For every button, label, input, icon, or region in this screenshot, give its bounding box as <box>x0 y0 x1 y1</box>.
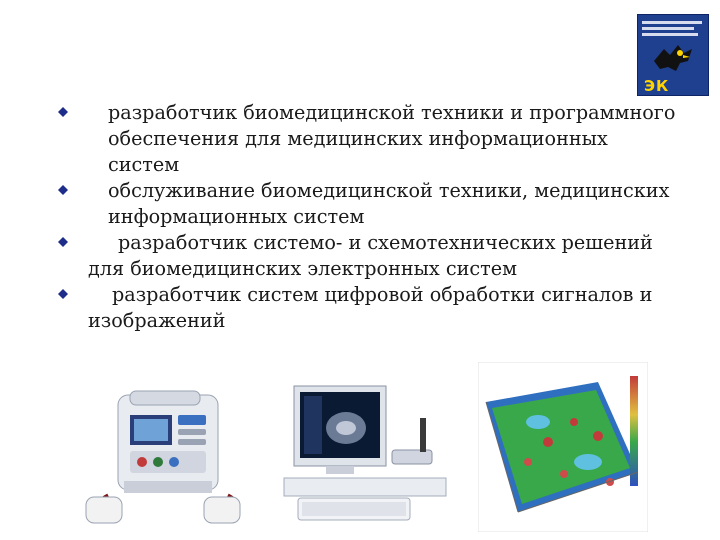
list-item <box>58 230 688 282</box>
bullet-text: обслуживание биомедицинской техники, медицинских <box>108 179 670 202</box>
bullet-text: обеспечения для медицинских информационных <box>108 127 608 150</box>
list-item <box>58 282 688 334</box>
crow-icon <box>650 41 696 75</box>
bullet-text: разработчик системо- и схемотехнических решений <box>118 231 653 254</box>
logo-stripe <box>642 33 698 36</box>
diamond-bullet-icon <box>58 107 68 117</box>
logo-stripe <box>642 21 702 24</box>
bullet-text: систем <box>108 153 180 176</box>
bullet-text: разработчик биомедицинской техники и программного <box>108 101 676 124</box>
defibrillator-image <box>78 385 248 530</box>
diamond-bullet-icon <box>58 237 68 247</box>
bullet-text: изображений <box>88 309 226 332</box>
bullet-text: для биомедицинских электронных систем <box>88 257 518 280</box>
diamond-bullet-icon <box>58 289 68 299</box>
list-item <box>58 178 688 230</box>
bullet-text: разработчик систем цифровой обработки сигналов и <box>112 283 653 306</box>
bullet-text: информационных систем <box>108 205 365 228</box>
workstation-image <box>280 378 450 533</box>
list-item <box>58 100 688 178</box>
logo-stripe <box>642 27 694 30</box>
logo-mark: ЭК <box>644 77 670 95</box>
diamond-bullet-icon <box>58 185 68 195</box>
surface-plot-image <box>478 362 648 532</box>
bullet-list <box>58 100 688 334</box>
logo <box>637 14 709 96</box>
